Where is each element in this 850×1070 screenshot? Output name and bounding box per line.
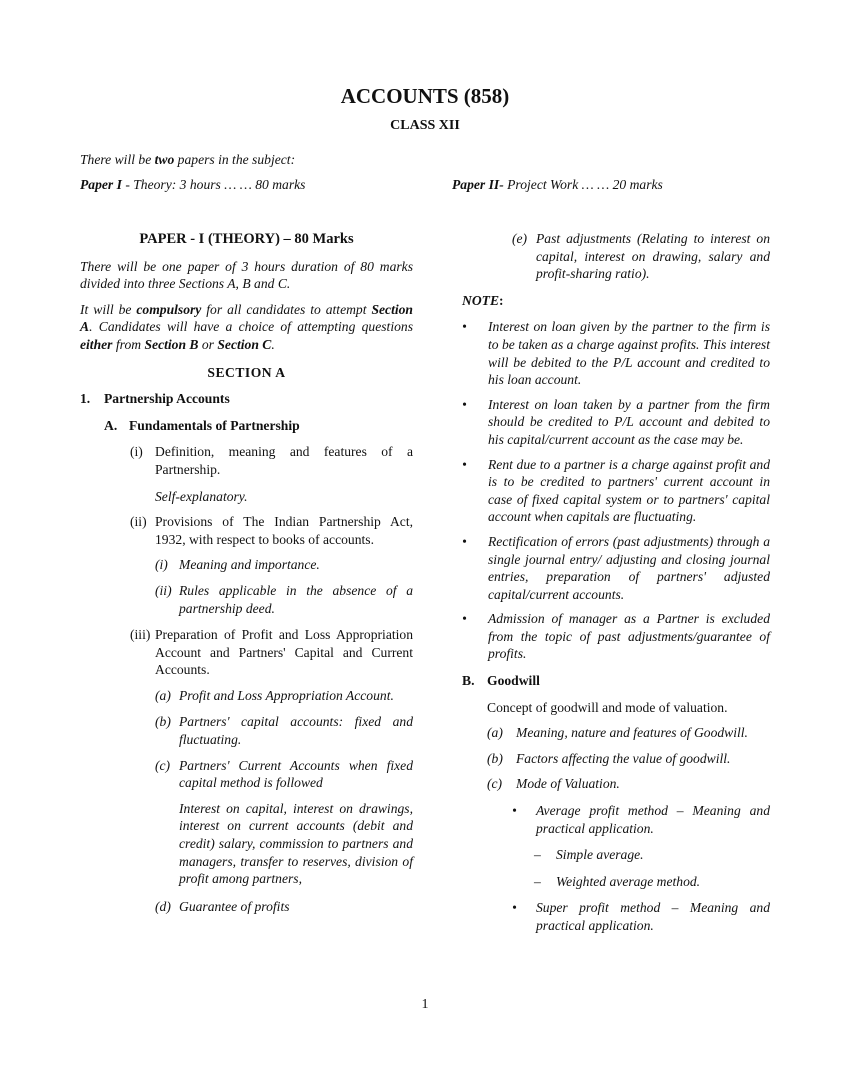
itemA-label: Fundamentals of Partnership (129, 417, 300, 433)
note-bullet-text: Rectification of errors (past adjustments) through a single journal entry/ adjusting and closing journal entries, preparation of partners' adjusted capital/current accounts. (488, 533, 770, 602)
right-column (462, 230, 770, 935)
itemB-label: Goodwill (487, 673, 540, 689)
bullet-marker: • (462, 611, 467, 627)
section-a-bold: Section A (80, 301, 413, 335)
page-number: 1 (421, 997, 429, 1012)
super-profit-bullet (512, 899, 770, 934)
page-title: ACCOUNTS (858) (340, 84, 510, 108)
average-profit-bullet (512, 802, 770, 837)
item-b (155, 713, 413, 748)
item-ii-1-number: (i) (155, 557, 168, 573)
note-bullet-text: Admission of manager as a Partner is excluded from the topic of past adjustments/guarantee of profits. (488, 611, 770, 662)
dash-marker: – (534, 873, 541, 889)
bullet-marker: • (462, 456, 467, 472)
item-i (130, 443, 413, 478)
note-bullet-5 (462, 610, 770, 663)
simple-average-item (534, 846, 770, 864)
note-heading (462, 292, 770, 310)
item-i-text: Definition, meaning and features of a Partnership. (155, 444, 413, 477)
page-subtitle: CLASS XII (390, 118, 460, 133)
compulsory-text-4: from (112, 336, 145, 352)
simple-average-text: Simple average. (556, 847, 644, 863)
paper2-line (452, 177, 663, 193)
compulsory-text-6: . (271, 336, 275, 352)
item-ii (130, 513, 413, 548)
item-c-detail: Interest on capital, interest on drawings, interest on current accounts (debit and credit) salary, commission to partners and managers, transfer to reserves, division of profit among partners, (179, 800, 413, 887)
item-b-text: Partners' capital accounts: fixed and fluctuating. (179, 714, 413, 748)
itemA-number: A. (104, 417, 118, 433)
paper2-label: Paper II- (452, 177, 504, 192)
note-colon: : (499, 292, 504, 308)
note-bullet-3 (462, 456, 770, 526)
intro-text-pre: There will be (80, 152, 155, 167)
item-ii-1-text: Meaning and importance. (179, 557, 320, 573)
item-c (155, 757, 413, 792)
item-i-number: (i) (130, 444, 143, 460)
note-bullet-4 (462, 533, 770, 603)
itemB-number: B. (462, 673, 475, 689)
item-b-number: (b) (155, 714, 171, 730)
goodwill-intro: Concept of goodwill and mode of valuation. (487, 699, 728, 715)
goodwill-b-number: (b) (487, 750, 503, 766)
item-ii-text: Provisions of The Indian Partnership Act, 1932, with respect to books of accounts. (155, 514, 413, 547)
compulsory-bold: compulsory (136, 301, 202, 317)
paper2-text: Project Work … … 20 marks (503, 177, 663, 192)
section-b-bold: Section B (144, 336, 199, 352)
note-label: NOTE (462, 292, 500, 308)
bullet-marker: • (462, 533, 467, 549)
average-profit-text: Average profit method – Meaning and practical application. (536, 803, 770, 836)
bullet-marker: • (512, 900, 517, 916)
goodwill-b (487, 750, 770, 768)
left-column (80, 231, 413, 915)
paper1-line (80, 177, 305, 193)
item-e-number: (e) (512, 231, 528, 246)
item-iii (130, 626, 413, 679)
goodwill-c-text: Mode of Valuation. (516, 776, 620, 792)
compulsory-text-1: It will be (80, 301, 137, 317)
goodwill-c (487, 775, 770, 793)
compulsory-note (80, 301, 413, 354)
weighted-average-item (534, 873, 770, 891)
goodwill-a (487, 724, 770, 742)
note-bullet-1 (462, 318, 770, 388)
goodwill-b-text: Factors affecting the value of goodwill. (516, 750, 731, 766)
item-c-text: Partners' Current Accounts when fixed capital method is followed (179, 757, 413, 791)
item-partnership-accounts (80, 390, 413, 408)
item-c-number: (c) (155, 757, 171, 773)
item-ii-2-text: Rules applicable in the absence of a partnership deed. (179, 582, 413, 616)
intro-text-post: papers in the subject: (174, 152, 296, 167)
paper-heading: PAPER - I (THEORY) – 80 Marks (139, 231, 354, 247)
compulsory-text-3: . Candidates will have a choice of attempting questions (89, 319, 413, 335)
note-bullet-text: Rent due to a partner is a charge against profit and is to be credited to partners' current account in case of fixed capital system or to partners' capital account when capitals are fluctuating. (488, 456, 770, 525)
section-c-bold: Section C (217, 336, 272, 352)
item-d-number: (d) (155, 898, 171, 914)
compulsory-text-5: or (198, 336, 218, 352)
note-bullet-2 (462, 396, 770, 449)
compulsory-text-2: for all candidates to attempt (201, 301, 372, 317)
item-ii-1 (155, 556, 413, 574)
item-a (155, 687, 413, 705)
item-a-number: (a) (155, 687, 171, 703)
paper1-label: Paper I (80, 177, 122, 192)
item1-number: 1. (80, 391, 91, 407)
item-iii-number: (iii) (130, 627, 151, 643)
item-e-text: Past adjustments (Relating to interest on capital, interest on drawing, salary and profit-sharing ratio). (536, 231, 770, 282)
self-explanatory-note: Self-explanatory. (155, 488, 248, 504)
either-bold: either (80, 336, 113, 352)
item-iii-text: Preparation of Profit and Loss Appropriation Account and Partners' Capital and Current Accounts. (155, 627, 413, 678)
intro-text-bold: two (154, 152, 175, 167)
weighted-average-text: Weighted average method. (556, 873, 701, 889)
item-d (155, 898, 413, 916)
note-bullet-text: Interest on loan taken by a partner from the firm should be credited to P/L account and debited to his capital/current account as the case may be. (488, 396, 770, 447)
paper1-text: - Theory: 3 hours … … 80 marks (121, 177, 306, 192)
item-d-text: Guarantee of profits (179, 898, 290, 914)
bullet-marker: • (462, 396, 467, 412)
goodwill-a-text: Meaning, nature and features of Goodwill. (516, 725, 748, 741)
note-bullet-text: Interest on loan given by the partner to the firm is to be taken as a charge against profits. This interest will be debited to the P/L account and credited to his loan account. (488, 319, 770, 388)
item-ii-number: (ii) (130, 514, 147, 530)
goodwill-a-number: (a) (487, 725, 503, 741)
goodwill-c-number: (c) (487, 776, 503, 792)
item-e (512, 230, 770, 283)
item-goodwill (462, 672, 770, 690)
intro-line (80, 151, 295, 168)
bullet-marker: • (512, 803, 517, 819)
paper-description: There will be one paper of 3 hours duration of 80 marks divided into three Sections A, B and C. (80, 258, 413, 292)
dash-marker: – (534, 847, 541, 863)
item-ii-2 (155, 582, 413, 617)
bullet-marker: • (462, 319, 467, 335)
section-a-heading: SECTION A (207, 364, 286, 380)
item-a-text: Profit and Loss Appropriation Account. (179, 687, 394, 703)
super-profit-text: Super profit method – Meaning and practical application. (536, 900, 770, 933)
item-fundamentals (104, 417, 413, 435)
item1-label: Partnership Accounts (104, 391, 230, 407)
item-ii-2-number: (ii) (155, 582, 172, 598)
